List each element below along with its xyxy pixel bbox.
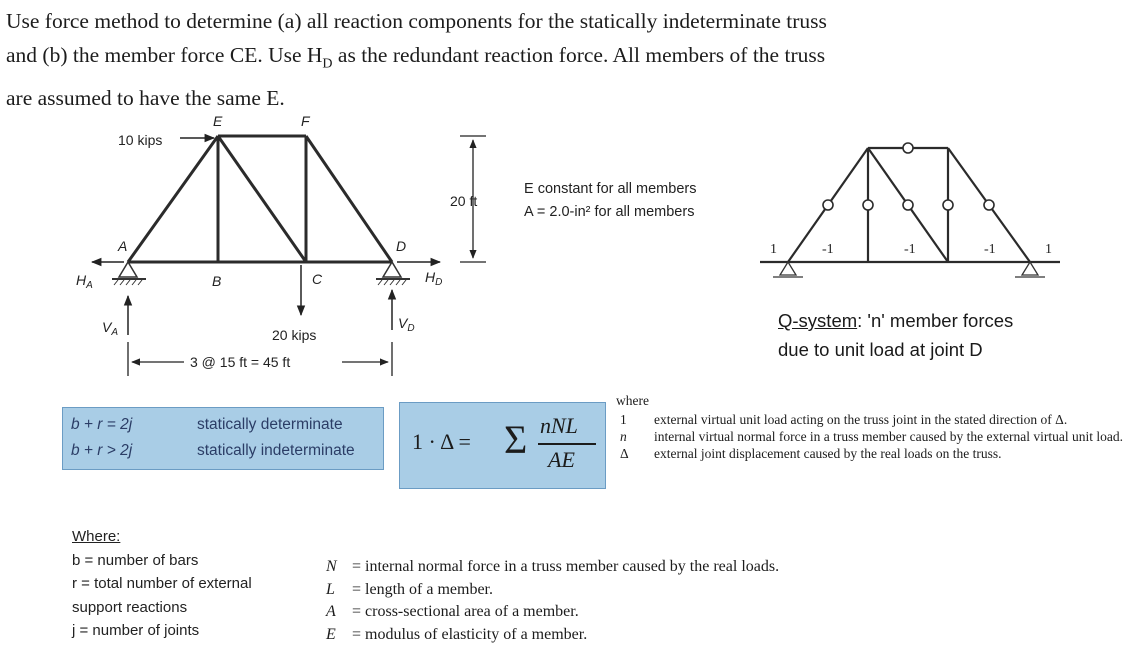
member-ec <box>218 136 306 262</box>
joint-c-label: C <box>312 271 323 287</box>
legend-n: N = internal normal force in a truss member caused by the real loads. <box>326 558 780 575</box>
joint-a-label: A <box>118 238 128 254</box>
definition-r: r = total number of external <box>72 575 252 592</box>
determinacy-eq-2: b + r > 2j <box>71 442 133 459</box>
truss-diagram <box>128 136 392 262</box>
equation-numerator: nNL <box>540 413 578 438</box>
determinacy-box <box>62 407 384 470</box>
support-d <box>376 262 410 285</box>
qsystem-force-3: -1 <box>904 242 916 257</box>
joint-b-label: B <box>212 273 222 289</box>
problem-line-2: and (b) the member force CE. Use $H_D$ as the redundant reaction force. All members of the truss <box>6 43 826 72</box>
fraction-bar <box>538 443 596 445</box>
definition-b: b = number of bars <box>72 551 199 569</box>
virtual-work-equation <box>399 402 606 489</box>
determinacy-eq-1: b + r = 2j <box>71 416 133 433</box>
qsystem-caption: Q-system: 'n' member forces due to unit load at joint D <box>778 310 1014 360</box>
reaction-va-label: $V_A$ <box>102 319 119 338</box>
definitions-block <box>72 525 252 643</box>
qsystem-force-2: -1 <box>822 242 834 257</box>
where-item-3: Δ external joint displacement caused by the real loads on the truss. <box>620 446 1002 461</box>
where-item-1: 1 external virtual unit load acting on the truss joint in the stated direction of Δ. <box>620 412 1068 427</box>
definition-r-cont: support reactions <box>72 598 188 616</box>
qsystem-force-5: 1 <box>1045 242 1052 257</box>
reaction-ha-label: $H_A$ <box>76 272 93 291</box>
member-fd <box>306 136 392 262</box>
where-item-2: n internal virtual normal force in a truss member caused by the external virtual unit load. <box>620 429 1123 444</box>
load-arrows <box>92 138 443 335</box>
legend-e: E = modulus of elasticity of a member. <box>326 625 588 643</box>
problem-line-3: are assumed to have the same E. <box>6 86 285 111</box>
where-heading: where <box>616 393 649 408</box>
definitions-heading: Where: <box>72 528 121 545</box>
reaction-hd-label: $H_D$ <box>425 269 443 288</box>
where-list <box>612 392 1132 462</box>
definition-j: j = number of joints <box>72 622 200 639</box>
joint-f-label: F <box>301 113 310 129</box>
support-a <box>112 262 146 285</box>
qsystem-force-1: 1 <box>770 242 777 257</box>
reaction-vd-label: $V_D$ <box>398 315 415 334</box>
joint-d-label: D <box>396 238 407 254</box>
equation-denominator: AE <box>548 447 575 472</box>
legend-a: A = cross-sectional area of a member. <box>326 603 579 620</box>
qsystem-force-4: -1 <box>984 242 996 257</box>
determinacy-text-1: statically determinate <box>197 416 343 433</box>
member-ae <box>128 136 218 262</box>
load-20kips-label: 20 kips <box>272 327 317 343</box>
height-label: 20 ft <box>450 193 478 209</box>
span-label: 3 @ 15 ft = 45 ft <box>190 354 291 370</box>
joint-e-label: E <box>213 113 223 129</box>
equation-lhs: 1 · Δ = <box>412 429 471 454</box>
property-a: A = 2.0-in² for all members <box>524 204 695 220</box>
qsystem-supports <box>773 262 1045 277</box>
symbol-legend <box>326 556 779 646</box>
determinacy-text-2: statically indeterminate <box>197 442 355 459</box>
load-10kips-label: 10 kips <box>118 132 163 148</box>
legend-l: L = length of a member. <box>326 580 493 598</box>
problem-line-1: Use force method to determine (a) all reaction components for the statically indeterminate truss <box>6 9 827 33</box>
property-e: E constant for all members <box>524 181 697 197</box>
sigma-symbol: Σ <box>504 417 528 462</box>
